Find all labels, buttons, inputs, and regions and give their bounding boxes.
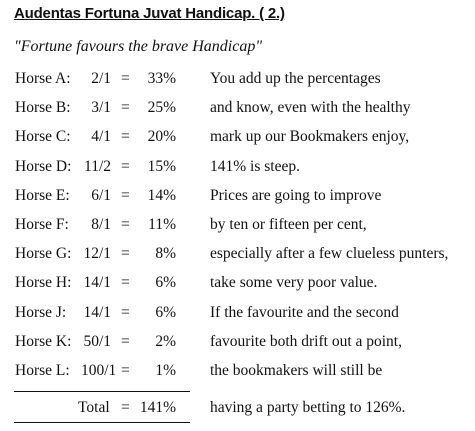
horse-label: Horse L: xyxy=(15,361,70,379)
horse-percentage: 1% xyxy=(155,361,176,379)
table-row xyxy=(0,158,475,187)
equals-sign: = xyxy=(121,157,130,175)
horse-odds: 12/1 xyxy=(83,245,111,263)
horse-label: Horse H: xyxy=(15,274,72,292)
commentary-line: and know, even with the healthy xyxy=(210,99,411,117)
horse-odds: 14/1 xyxy=(83,274,111,292)
horse-percentage: 25% xyxy=(147,99,176,117)
commentary-line: by ten or fifteen per cent, xyxy=(210,215,367,233)
commentary-line: the bookmakers will still be xyxy=(210,361,383,379)
table-row xyxy=(0,362,475,391)
commentary-line: having a party betting to 126%. xyxy=(210,399,406,416)
horse-label: Horse F: xyxy=(15,215,69,233)
equals-sign: = xyxy=(121,361,130,379)
total-percentage: 141% xyxy=(139,399,176,416)
equals-sign: = xyxy=(121,274,130,292)
total-divider-top xyxy=(14,391,190,392)
table-row xyxy=(0,304,475,333)
equals-sign: = xyxy=(121,128,130,146)
horse-label: Horse K: xyxy=(15,332,72,350)
equals-sign: = xyxy=(121,70,130,87)
equals-sign: = xyxy=(121,215,130,233)
commentary-line: favourite both drift out a point, xyxy=(210,332,402,350)
horse-odds: 8/1 xyxy=(91,215,111,233)
horse-label: Horse E: xyxy=(15,186,70,204)
horse-odds: 11/2 xyxy=(84,157,111,175)
equals-sign: = xyxy=(121,332,130,350)
horse-percentage: 15% xyxy=(147,157,176,175)
odds-table xyxy=(0,70,475,391)
horse-odds: 4/1 xyxy=(91,128,111,146)
commentary-line: mark up our Bookmakers enjoy, xyxy=(210,128,410,146)
equals-sign: = xyxy=(121,245,130,263)
table-row xyxy=(0,245,475,274)
horse-percentage: 6% xyxy=(155,274,176,292)
horse-percentage: 8% xyxy=(155,245,176,263)
horse-percentage: 33% xyxy=(147,70,176,87)
table-row xyxy=(0,187,475,216)
horse-percentage: 14% xyxy=(147,186,176,204)
horse-label: Horse J: xyxy=(15,303,67,321)
total-divider-bottom xyxy=(14,422,190,423)
commentary-line: Prices are going to improve xyxy=(210,186,382,204)
page-subtitle: "Fortune favours the brave Handicap" xyxy=(14,38,263,55)
table-row xyxy=(0,99,475,128)
page-title: Audentas Fortuna Juvat Handicap. ( 2.) xyxy=(14,5,285,22)
horse-odds: 14/1 xyxy=(83,303,111,321)
horse-label: Horse A: xyxy=(15,70,71,87)
horse-percentage: 20% xyxy=(147,128,176,146)
table-row xyxy=(0,274,475,303)
horse-label: Horse C: xyxy=(15,128,71,146)
horse-percentage: 11% xyxy=(148,215,176,233)
table-row xyxy=(0,128,475,157)
horse-odds: 100/1 xyxy=(81,361,117,379)
table-row xyxy=(0,70,475,99)
commentary-line: take some very poor value. xyxy=(210,274,378,292)
total-label: Total xyxy=(78,399,110,416)
horse-label: Horse D: xyxy=(15,157,72,175)
table-row xyxy=(0,216,475,245)
total-row xyxy=(0,399,475,421)
horse-label: Horse B: xyxy=(15,99,71,117)
horse-percentage: 6% xyxy=(155,303,176,321)
commentary-line: especially after a few clueless punters, xyxy=(210,245,449,263)
horse-percentage: 2% xyxy=(155,332,176,350)
horse-odds: 3/1 xyxy=(91,99,111,117)
commentary-line: 141% is steep. xyxy=(210,157,300,175)
commentary-line: You add up the percentages xyxy=(210,70,381,87)
equals-sign: = xyxy=(121,303,130,321)
horse-odds: 6/1 xyxy=(91,186,111,204)
horse-odds: 2/1 xyxy=(91,70,111,87)
table-row xyxy=(0,333,475,362)
equals-sign: = xyxy=(121,399,130,416)
equals-sign: = xyxy=(121,99,130,117)
horse-label: Horse G: xyxy=(15,245,72,263)
horse-odds: 50/1 xyxy=(83,332,111,350)
commentary-line: If the favourite and the second xyxy=(210,303,399,321)
equals-sign: = xyxy=(121,186,130,204)
